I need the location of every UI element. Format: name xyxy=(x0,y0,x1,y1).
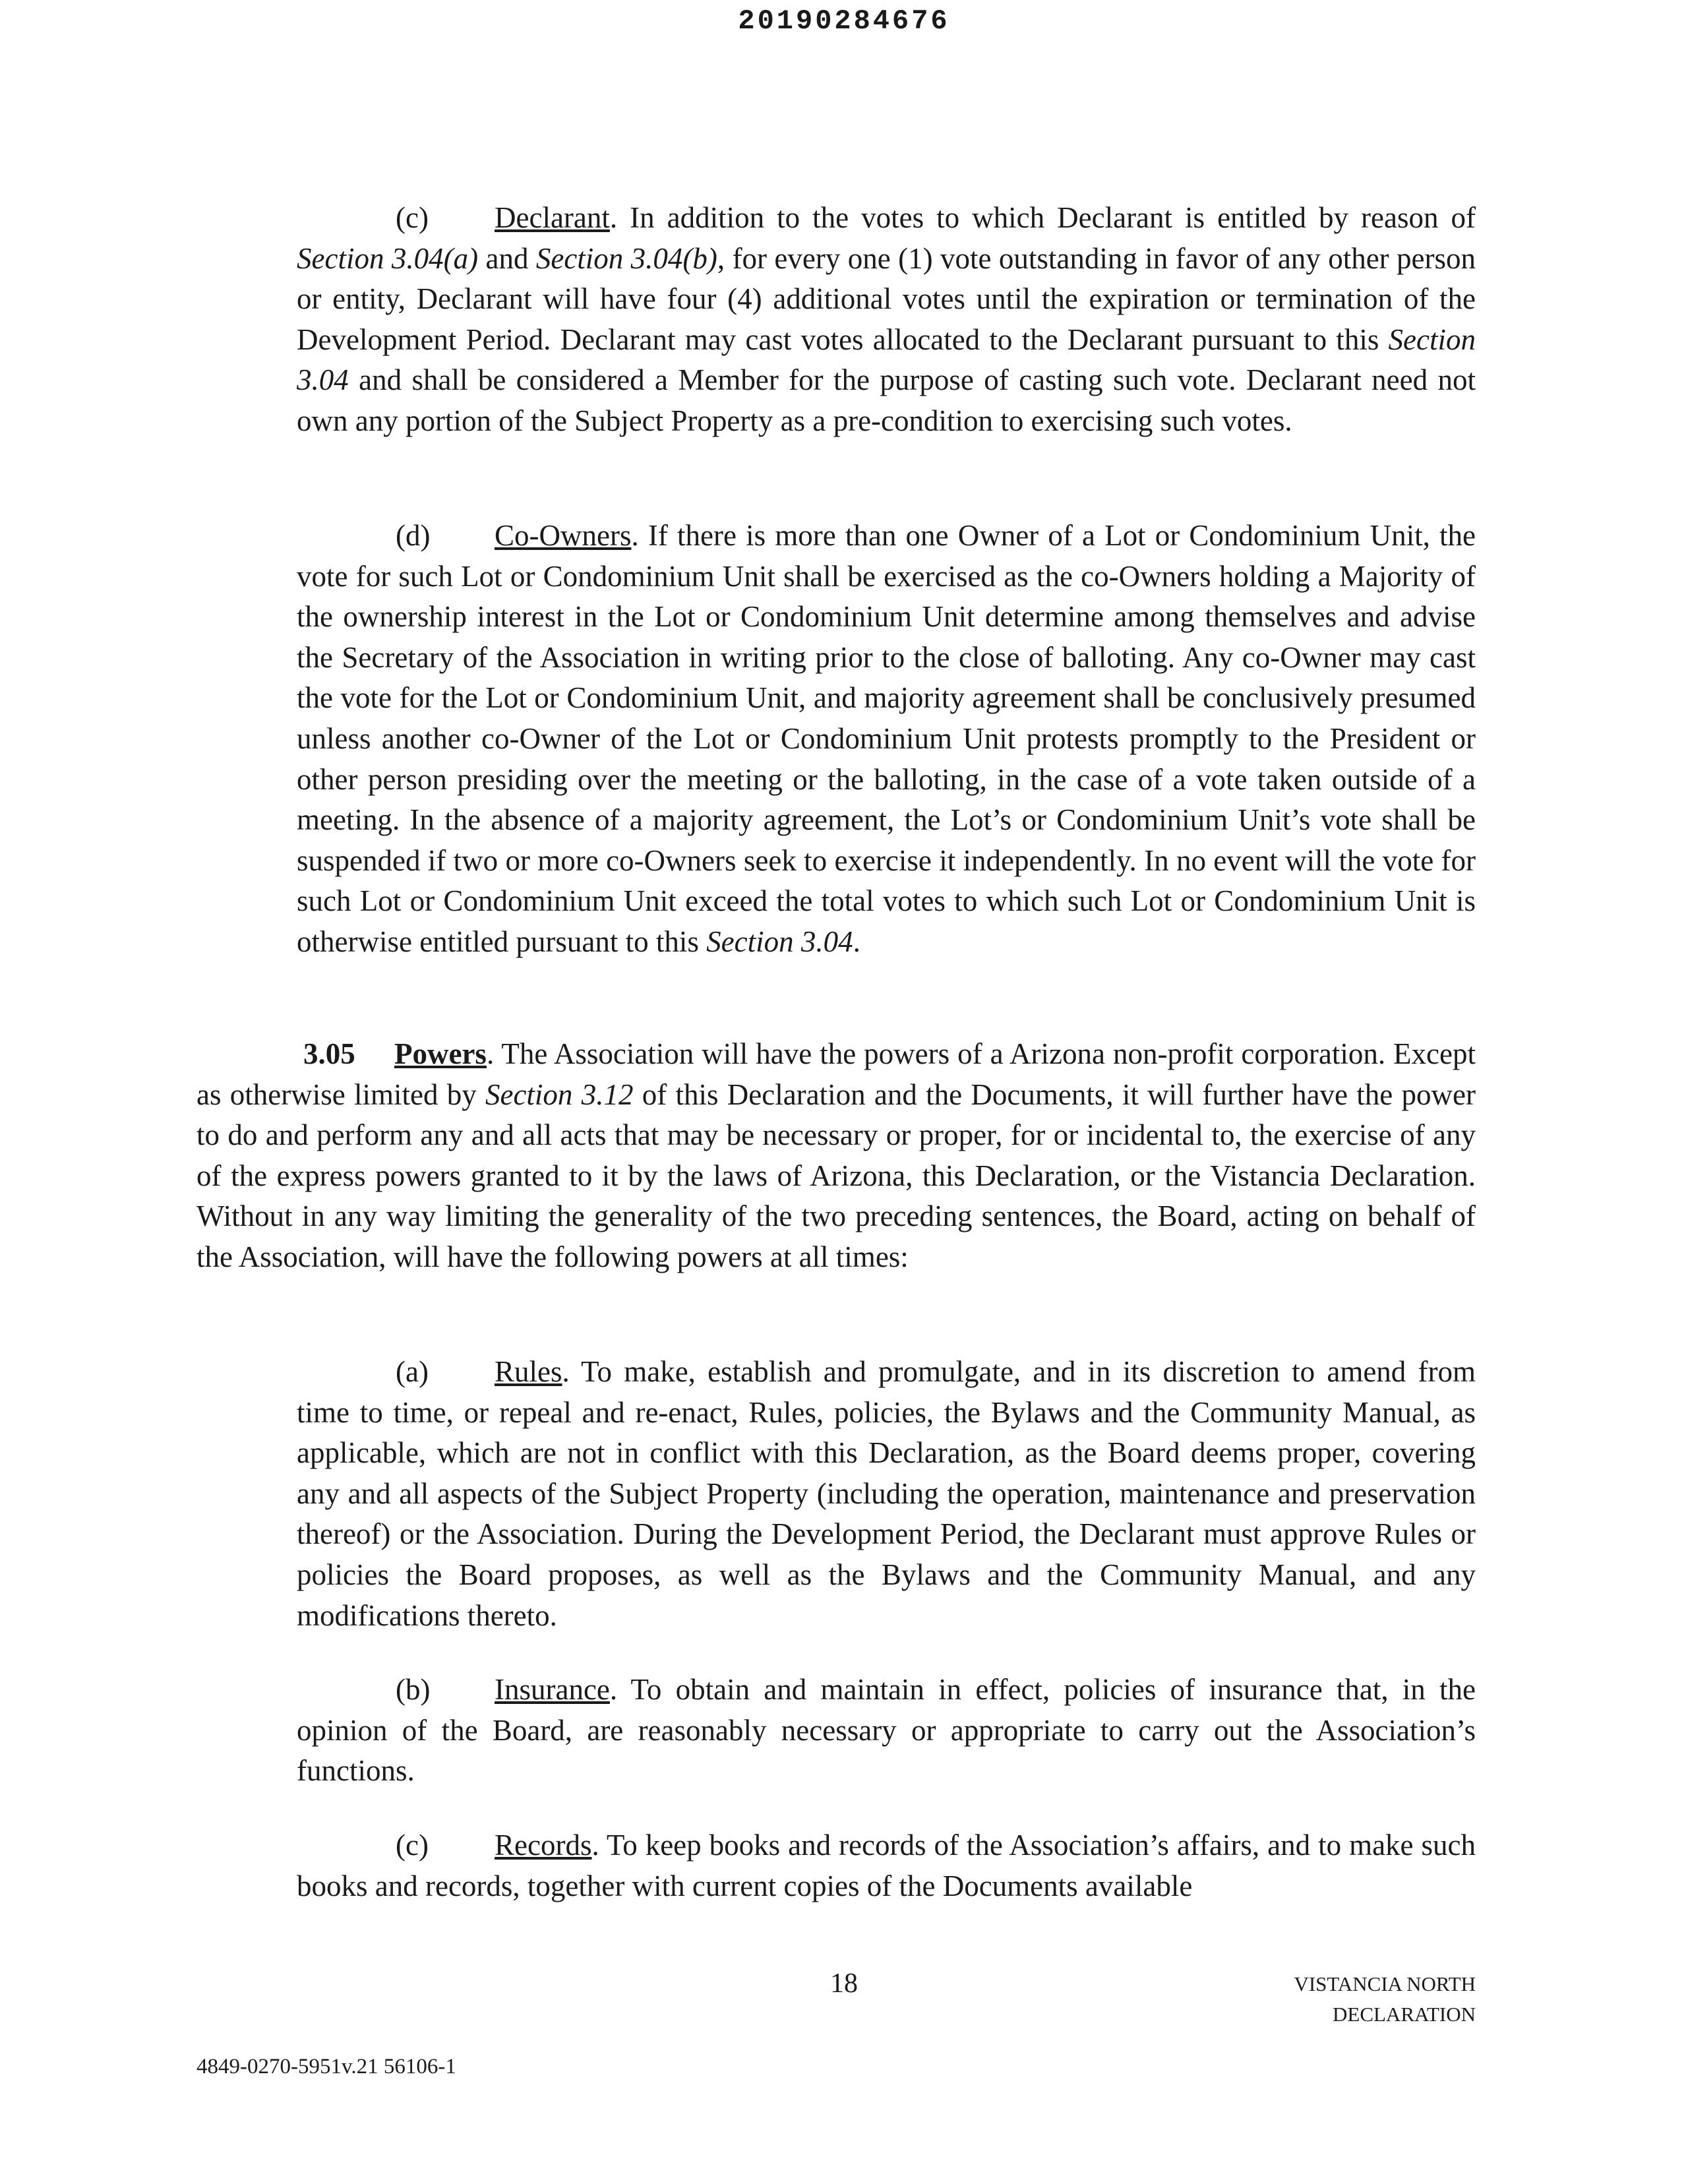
footer-title xyxy=(1294,1969,1476,2030)
paragraph-text: . xyxy=(853,925,860,958)
section-reference: Section 3.12 xyxy=(485,1077,634,1111)
paragraph-text: . To obtain and maintain in effect, policies of insurance that, in the opinion of the Board, are reasonably necessary or appropriate to carry out the Association’s functions. xyxy=(297,1673,1476,1788)
section-number: 3.05 xyxy=(303,1037,355,1070)
paragraph-heading: Rules xyxy=(495,1355,562,1388)
paragraph-heading: Co-Owners xyxy=(495,519,632,552)
paragraph-text: and xyxy=(478,241,536,275)
paragraph-text: . If there is more than one Owner of a Lot or Condominium Unit, the vote for such Lot or Condominium Unit shall be exercised as the co-Owners holding a Majority of the ownership interest in the Lot or Condominium Unit determine among themselves and advise the Secretary of the Association in writing prior to the close of balloting. Any co-Owner may cast the vote for the Lot or Condominium Unit, and majority agreement shall be conclusively presumed unless another co-Owner of the Lot or Condominium Unit protests promptly to the President or other person presiding over the meeting or the balloting, in the case of a vote taken outside of a meeting. In the absence of a majority agreement, the Lot’s or Condominium Unit’s vote shall be suspended if two or more co-Owners seek to exercise it independently. In no event will the vote for such Lot or Condominium Unit exceed the total votes to which such Lot or Condominium Unit is otherwise entitled pursuant to this xyxy=(297,519,1476,958)
paragraph-label: (b) xyxy=(396,1673,431,1706)
section-reference: Section 3.04 xyxy=(706,925,853,958)
section-reference: Section 3.04 xyxy=(297,322,1476,397)
paragraph-heading: Records xyxy=(495,1829,592,1862)
footer-title-line: VISTANCIA NORTH xyxy=(1294,1972,1476,1995)
paragraph-text: . In addition to the votes to which Declarant is entitled by reason of xyxy=(609,201,1476,234)
section-heading: Powers xyxy=(394,1037,487,1070)
paragraph-label: (a) xyxy=(396,1355,429,1388)
paragraph-declarant xyxy=(297,198,1476,442)
paragraph-text: . To keep books and records of the Association’s affairs, and to make such books and records, together with current copies of the Documents available xyxy=(297,1829,1476,1902)
paragraph-heading: Declarant xyxy=(495,201,610,234)
paragraph-text: . To make, establish and promulgate, and in its discretion to amend from time to time, or repeal and re-enact, Rules, policies, the Bylaws and the Community Manual, as applicable, which are not in conflict with this Declaration, as the Board deems proper, covering any and all aspects of the Subject Property (including the operation, maintenance and preservation thereof) or the Association. During the Development Period, the Declarant must approve Rules or policies the Board proposes, as well as the Bylaws and the Community Manual, and any modifications thereto. xyxy=(297,1355,1476,1632)
paragraph-text: , for every one (1) vote outstanding in favor of any other person or entity, Declarant will have four (4) additional votes until the expiration or termination of the Development Period. Declarant may cast votes allocated to the Declarant pursuant to this xyxy=(297,241,1476,356)
paragraph-label: (c) xyxy=(396,201,429,234)
footer-title-line: DECLARATION xyxy=(1333,2003,1476,2026)
page-number: 18 xyxy=(830,1968,858,1999)
paragraph-label: (d) xyxy=(396,519,431,552)
paragraph-label: (c) xyxy=(396,1829,429,1862)
section-number-wrap xyxy=(196,1034,394,1075)
paragraph-text: of this Declaration and the Documents, it will further have the power to do and perform any and all acts that may be necessary or proper, for or incidental to, the exercise of any of the express powers granted to it by the laws of Arizona, this Declaration, or the Vistancia Declaration. Without in any way limiting the generality of the two preceding sentences, the Board, acting on behalf of the Association, will have the following powers at all times: xyxy=(196,1077,1476,1273)
document-id: 4849-0270-5951v.21 56106-1 xyxy=(196,2055,456,2078)
paragraph-text: and shall be considered a Member for the purpose of casting such vote. Declarant need not own any portion of the Subject Property as a pre-condition to exercising such votes. xyxy=(297,363,1476,437)
document-number: 20190284676 xyxy=(738,5,950,37)
section-reference: Section 3.04(a) xyxy=(297,241,479,275)
paragraph-co-owners xyxy=(297,516,1476,963)
paragraph-records xyxy=(297,1825,1476,1906)
paragraph-text: . The Association will have the powers of a Arizona non-profit corporation. Except as otherwise limited by xyxy=(196,1037,1476,1111)
paragraph-rules xyxy=(297,1352,1476,1636)
section-reference: Section 3.04(b) xyxy=(535,241,717,275)
section-powers xyxy=(196,1034,1476,1278)
paragraph-heading: Insurance xyxy=(495,1673,610,1706)
paragraph-insurance xyxy=(297,1670,1476,1792)
